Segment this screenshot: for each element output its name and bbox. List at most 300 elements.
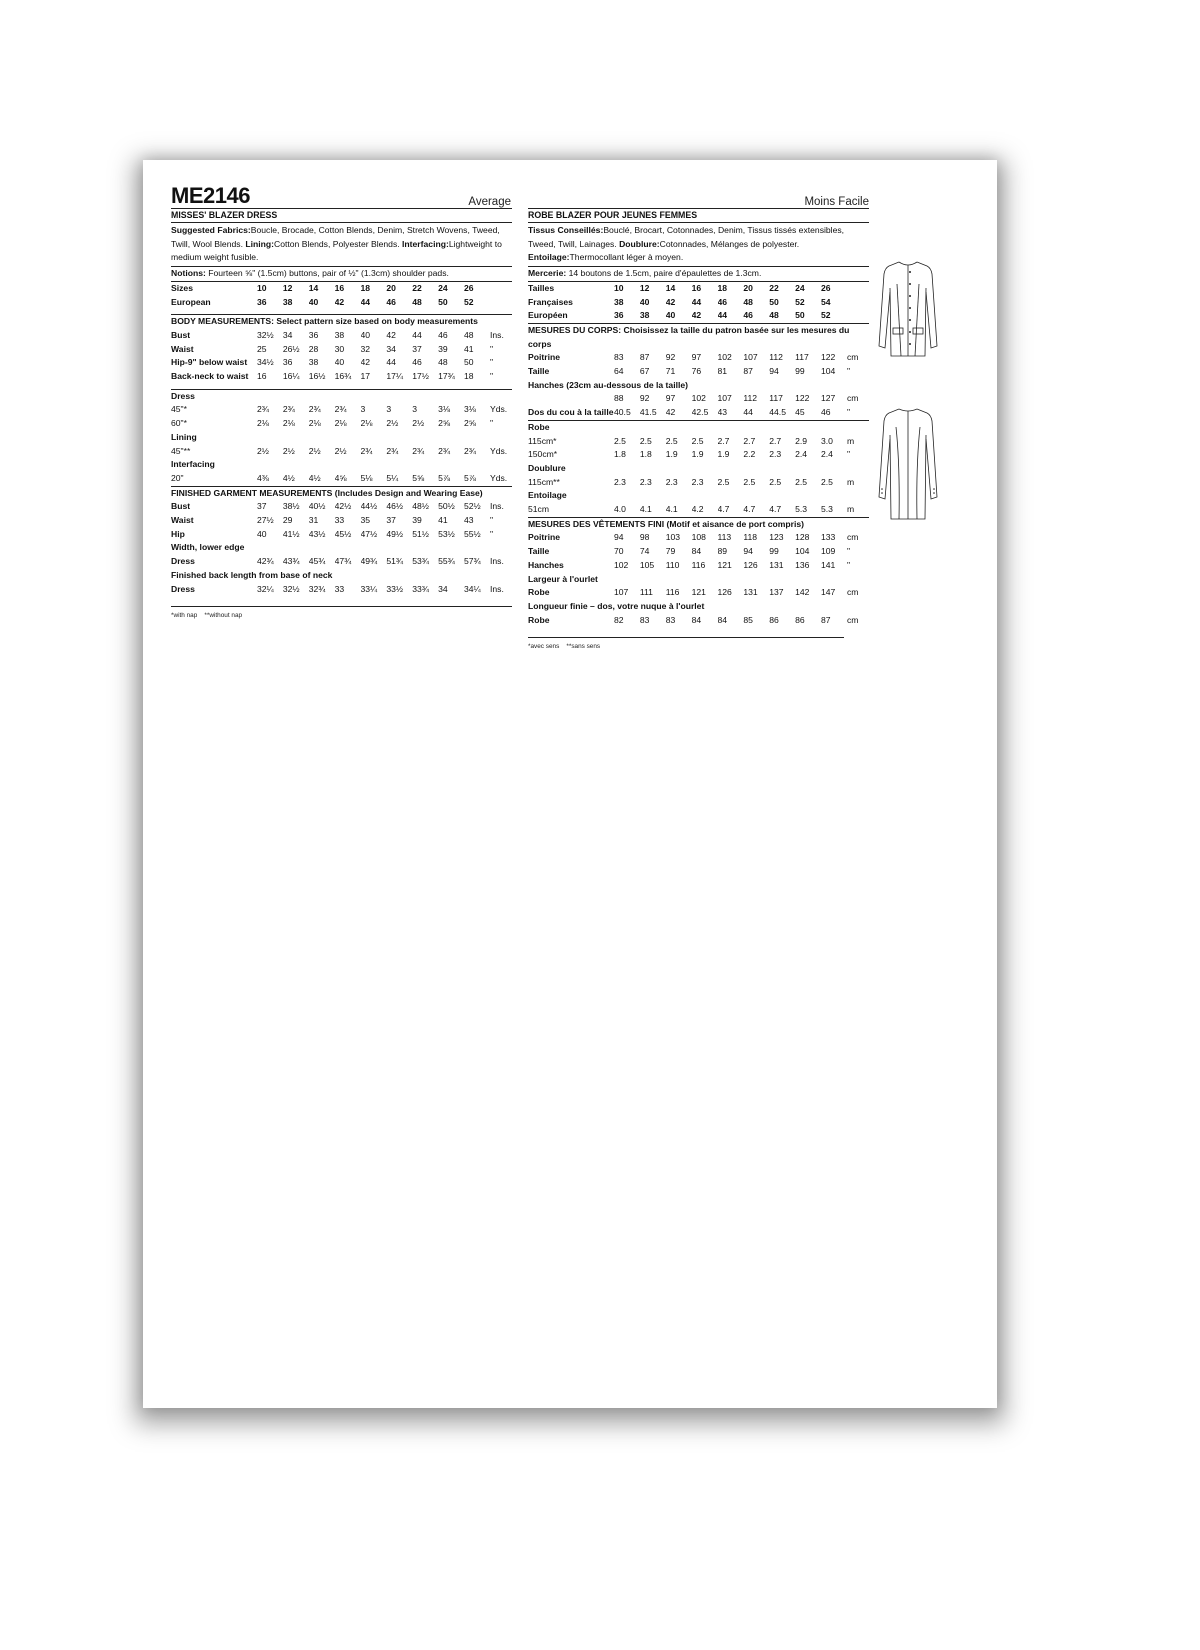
fabrics-text: Boucle, Brocade, Cotton Blends, Denim, Stretch Wovens, Tweed, Twill, Wool Blends. <box>171 225 500 249</box>
value-cell: 2.5 <box>769 476 782 487</box>
lining-text-fr: Cotonnades, Mélanges de polyester. <box>659 238 800 249</box>
value-cell: 5.3 <box>821 504 833 515</box>
sizes-table-fr <box>528 282 869 323</box>
fabrics-label: Suggested Fabrics: <box>171 225 251 235</box>
sizes-table <box>171 282 512 309</box>
value-cell: 116 <box>665 587 680 598</box>
row-label: 45"** <box>171 445 191 456</box>
interfacing-text: Lightweight to medium weight fusible. <box>171 238 502 263</box>
body-measurements-table-row <box>171 329 512 343</box>
value-cell: 83 <box>665 614 676 625</box>
front-view-sketch <box>877 258 939 358</box>
back-length-table-row <box>171 583 512 597</box>
value-cell: 32½ <box>282 583 300 594</box>
value-cell: 43¾ <box>282 556 300 567</box>
value-cell: 102 <box>614 559 629 570</box>
value-cell: 126 <box>717 587 732 598</box>
unit-cell: cm <box>847 587 859 598</box>
value-cell: 104 <box>821 366 836 377</box>
value-cell: 3.0 <box>821 435 833 446</box>
value-cell: 35 <box>360 515 371 526</box>
english-column <box>171 208 512 621</box>
notions-label: Notions: <box>171 268 206 279</box>
value-cell: 111 <box>639 587 653 598</box>
value-cell: 71 <box>665 366 676 377</box>
unit-cell: Ins. <box>490 329 504 340</box>
value-cell: 38½ <box>282 501 300 512</box>
value-cell: 2¾ <box>257 404 269 415</box>
value-cell: 32½ <box>257 329 274 340</box>
value-cell: 34 <box>386 343 396 354</box>
value-cell: 45¾ <box>308 556 326 567</box>
value-cell: 1.8 <box>614 449 626 460</box>
finished-measurements-table-row <box>171 500 512 514</box>
value-cell: 39 <box>438 343 448 354</box>
value-cell: 50½ <box>438 501 455 512</box>
row-label: Dress <box>171 583 195 594</box>
garment-title-fr: ROBE BLAZER POUR JEUNES FEMMES <box>528 210 698 220</box>
value-cell: 2.3 <box>691 476 704 487</box>
value-cell: 2.5 <box>665 435 678 446</box>
value-cell: 112 <box>743 393 758 404</box>
value-cell: 40 <box>665 310 676 321</box>
value-cell: 53¾ <box>412 556 429 567</box>
value-cell: 2.5 <box>614 435 626 446</box>
footnote-fr: *avec sens **sans sens <box>528 643 601 651</box>
pattern-number: ME2146 <box>171 183 250 208</box>
back-length-table-fr <box>528 614 869 628</box>
value-cell: 16½ <box>308 371 326 382</box>
value-cell: 34 <box>282 329 293 340</box>
value-cell: 52½ <box>464 501 481 512</box>
row-label: Françaises <box>528 296 573 307</box>
value-cell: 10 <box>257 282 267 293</box>
value-cell: 2.5 <box>795 476 808 487</box>
lining-label: Lining: <box>245 238 274 249</box>
value-cell: 102 <box>691 393 706 404</box>
value-cell: 26 <box>464 282 474 293</box>
value-cell: 51½ <box>412 528 429 539</box>
dress-yardage-table-fr-row <box>528 435 869 449</box>
value-cell: 2½ <box>412 418 425 429</box>
value-cell: 45½ <box>334 528 352 539</box>
value-cell: 18 <box>464 371 474 382</box>
value-cell: 3 <box>412 404 418 415</box>
finished-measurements-heading-fr: MESURES DES VÊTEMENTS FINI (Motif et aisance de port compris) <box>528 518 804 529</box>
value-cell: 40 <box>308 296 319 307</box>
value-cell: 22 <box>769 282 779 293</box>
unit-cell <box>847 282 869 296</box>
value-cell: 33 <box>334 583 345 594</box>
value-cell: 113 <box>717 532 732 543</box>
value-cell: 18 <box>717 282 728 293</box>
value-cell: 2⅛ <box>334 418 347 429</box>
value-cell: 97 <box>665 393 676 404</box>
value-cell: 48 <box>743 296 753 307</box>
row-label: Waist <box>171 515 194 526</box>
value-cell: 5.3 <box>795 504 808 515</box>
value-cell: 84 <box>717 614 728 625</box>
sizes-table-row <box>171 296 512 310</box>
value-cell: 83 <box>639 614 650 625</box>
value-cell: 38 <box>614 296 624 307</box>
value-cell: 43½ <box>308 528 326 539</box>
value-cell: 64 <box>614 366 624 377</box>
value-cell: 44 <box>743 407 753 418</box>
lining-text: Cotton Blends, Polyester Blends. <box>274 238 400 249</box>
value-cell: 121 <box>691 587 706 598</box>
lining-label-fr: Doublure: <box>619 238 660 249</box>
value-cell: 92 <box>665 352 676 363</box>
value-cell: 2⅛ <box>257 418 269 429</box>
value-cell: 12 <box>282 282 293 293</box>
notions-text-fr: 14 boutons de 1.5cm, paire d'épaulettes de 1.3cm. <box>568 268 762 279</box>
value-cell: 57¾ <box>464 556 481 567</box>
value-cell: 50 <box>438 296 448 307</box>
value-cell: 55½ <box>464 528 481 539</box>
value-cell: 18 <box>360 282 371 293</box>
width-lower-edge-table-fr <box>528 586 869 600</box>
row-label: 60"* <box>171 418 187 429</box>
unit-cell: m <box>847 476 855 487</box>
value-cell: 5¼ <box>386 472 399 483</box>
unit-cell: " <box>847 546 851 557</box>
value-cell: 40½ <box>308 501 326 512</box>
value-cell: 29 <box>282 515 293 526</box>
back-length-heading-fr: Longueur finie – dos, votre nuque à l'ourlet <box>528 600 705 611</box>
value-cell: 127 <box>821 393 836 404</box>
value-cell: 2⅝ <box>438 418 451 429</box>
value-cell: 10 <box>614 282 624 293</box>
value-cell: 2¾ <box>438 445 451 456</box>
value-cell: 102 <box>717 352 732 363</box>
value-cell: 4.1 <box>639 504 652 515</box>
value-cell: 123 <box>769 532 784 543</box>
body-measurements-table <box>171 329 512 384</box>
dress-yardage-table-row <box>171 403 512 417</box>
value-cell: 52 <box>795 296 805 307</box>
value-cell: 32¾ <box>308 583 326 594</box>
value-cell: 20 <box>386 282 396 293</box>
value-cell: 14 <box>308 282 319 293</box>
value-cell: 36 <box>614 310 624 321</box>
back-view-sketch <box>877 405 939 523</box>
value-cell: 42 <box>665 296 676 307</box>
value-cell: 36 <box>257 296 267 307</box>
value-cell: 16 <box>334 282 345 293</box>
unit-cell: " <box>490 371 494 382</box>
sizes-table-fr-row <box>528 282 869 296</box>
unit-cell: m <box>847 435 855 446</box>
finished-measurements-table-row <box>171 514 512 528</box>
value-cell: 86 <box>769 614 779 625</box>
value-cell: 46 <box>386 296 396 307</box>
value-cell: 43 <box>717 407 728 418</box>
value-cell: 107 <box>614 587 629 598</box>
value-cell: 3⅛ <box>464 404 476 415</box>
value-cell: 42 <box>334 296 345 307</box>
value-cell: 42½ <box>334 501 352 512</box>
value-cell: 67 <box>639 366 650 377</box>
notions-label-fr: Mercerie: <box>528 268 567 279</box>
value-cell: 33¾ <box>412 583 429 594</box>
value-cell: 2½ <box>257 445 269 456</box>
value-cell: 42.5 <box>691 407 709 418</box>
value-cell: 2¾ <box>464 445 476 456</box>
value-cell: 117 <box>769 393 783 404</box>
body-measurements-table-fr-row <box>528 351 869 365</box>
value-cell: 2⅛ <box>360 418 373 429</box>
value-cell: 86 <box>795 614 805 625</box>
unit-cell <box>490 282 512 296</box>
value-cell: 46½ <box>386 501 404 512</box>
value-cell: 44 <box>691 296 702 307</box>
value-cell: 2⅛ <box>282 418 295 429</box>
value-cell: 44 <box>386 357 396 368</box>
row-label: 45"* <box>171 404 187 415</box>
finished-measurements-heading: FINISHED GARMENT MEASUREMENTS (Includes Design and Wearing Ease) <box>171 487 483 498</box>
interfacing-yardage-table <box>171 472 512 486</box>
width-lower-edge-table-fr-row <box>528 586 869 600</box>
value-cell: 112 <box>769 352 783 363</box>
value-cell: 33 <box>334 515 345 526</box>
row-label: 115cm* <box>528 435 557 446</box>
value-cell: 3 <box>386 404 392 415</box>
interfacing-yardage-heading: Interfacing <box>171 459 215 470</box>
unit-cell: " <box>490 515 494 526</box>
value-cell: 49½ <box>386 528 404 539</box>
value-cell: 41 <box>438 515 448 526</box>
value-cell: 137 <box>769 587 784 598</box>
interfacing-text-fr: Thermocollant léger à moyen. <box>569 252 684 263</box>
width-lower-edge-heading: Width, lower edge <box>171 542 245 553</box>
value-cell: 1.9 <box>717 449 730 460</box>
interfacing-label-fr: Entoilage: <box>528 252 570 263</box>
value-cell: 2.3 <box>614 476 626 487</box>
value-cell: 104 <box>795 546 810 557</box>
row-label: Dress <box>171 556 195 567</box>
back-length-table-fr-row <box>528 614 869 628</box>
value-cell: 83 <box>614 352 624 363</box>
value-cell: 48 <box>769 310 779 321</box>
unit-cell: " <box>490 418 494 429</box>
value-cell: 105 <box>639 559 655 570</box>
row-label: Tailles <box>528 282 555 293</box>
unit-cell: Ins. <box>490 583 504 594</box>
value-cell: 41.5 <box>639 407 657 418</box>
value-cell: 12 <box>639 282 650 293</box>
value-cell: 2½ <box>282 445 295 456</box>
unit-cell: Yds. <box>490 472 508 483</box>
value-cell: 2.5 <box>821 476 833 487</box>
value-cell: 1.8 <box>639 449 652 460</box>
dress-yardage-heading-fr: Robe <box>528 421 550 432</box>
value-cell: 94 <box>769 366 779 377</box>
value-cell: 17¾ <box>438 371 455 382</box>
value-cell: 44 <box>360 296 371 307</box>
garment-title: MISSES' BLAZER DRESS <box>171 210 278 220</box>
unit-cell <box>847 296 869 310</box>
value-cell: 20 <box>743 282 753 293</box>
interfacing-yardage-heading-fr: Entoilage <box>528 490 567 501</box>
fabrics-paragraph-fr <box>528 223 869 266</box>
value-cell: 85 <box>743 614 753 625</box>
value-cell: 2¾ <box>412 445 425 456</box>
fabrics-label-fr: Tissus Conseillés: <box>528 225 604 235</box>
value-cell: 53½ <box>438 528 455 539</box>
value-cell: 2.5 <box>717 476 730 487</box>
dress-yardage-table-fr-row <box>528 448 869 462</box>
value-cell: 133 <box>821 532 836 543</box>
finished-measurements-table-fr-row <box>528 545 869 559</box>
value-cell: 17 <box>360 371 371 382</box>
hip-table-fr-row <box>528 406 869 420</box>
value-cell: 24 <box>795 282 805 293</box>
unit-cell: Yds. <box>490 404 508 415</box>
value-cell: 4.2 <box>691 504 704 515</box>
value-cell: 40 <box>257 528 267 539</box>
value-cell: 25 <box>257 343 267 354</box>
hip-table-fr <box>528 392 869 419</box>
unit-cell: m <box>847 504 855 515</box>
value-cell: 141 <box>821 559 836 570</box>
value-cell: 49¾ <box>360 556 378 567</box>
sizes-table-fr-row <box>528 309 869 323</box>
value-cell: 46 <box>821 407 831 418</box>
value-cell: 36 <box>282 357 293 368</box>
value-cell: 44 <box>717 310 728 321</box>
row-label: Taille <box>528 366 550 377</box>
notions-line <box>171 267 512 281</box>
lining-yardage-table-fr-row <box>528 476 869 490</box>
value-cell: 118 <box>743 532 758 543</box>
value-cell: 54 <box>821 296 831 307</box>
value-cell: 98 <box>639 532 650 543</box>
value-cell: 2.4 <box>795 449 808 460</box>
value-cell: 26½ <box>282 343 300 354</box>
row-label: 20" <box>171 472 184 483</box>
value-cell: 99 <box>769 546 779 557</box>
value-cell: 108 <box>691 532 706 543</box>
lining-yardage-table-row <box>171 445 512 459</box>
value-cell: 42 <box>665 407 676 418</box>
row-label: Hip-9" below waist <box>171 357 248 368</box>
value-cell: 38 <box>282 296 293 307</box>
unit-cell: cm <box>847 352 859 363</box>
unit-cell: Yds. <box>490 445 508 456</box>
unit-cell: " <box>847 366 851 377</box>
body-measurements-heading-fr: MESURES DU CORPS: Choisissez la taille du patron basée sur les mesures du corps <box>528 324 850 349</box>
fabrics-text-fr: Bouclé, Brocart, Cotonnades, Denim, Tissus tissés extensibles, Tweed, Twill, Lainages. <box>528 225 845 249</box>
lining-yardage-table <box>171 445 512 459</box>
unit-cell: " <box>490 357 494 368</box>
value-cell: 2.2 <box>743 449 756 460</box>
value-cell: 76 <box>691 366 702 377</box>
value-cell: 4⅜ <box>257 472 269 483</box>
value-cell: 2½ <box>334 445 347 456</box>
unit-cell: " <box>847 559 851 570</box>
value-cell: 55¾ <box>438 556 455 567</box>
body-measurements-heading: BODY MEASUREMENTS: Select pattern size based on body measurements <box>171 316 478 327</box>
value-cell: 2¾ <box>334 404 347 415</box>
value-cell: 46 <box>717 296 728 307</box>
value-cell: 46 <box>412 357 422 368</box>
dress-yardage-heading: Dress <box>171 390 195 401</box>
value-cell: 32¼ <box>257 583 274 594</box>
row-label: Bust <box>171 329 191 340</box>
unit-cell: Ins. <box>490 556 504 567</box>
value-cell: 94 <box>743 546 753 557</box>
value-cell: 38 <box>639 310 650 321</box>
value-cell: 2.3 <box>769 449 782 460</box>
value-cell: 50 <box>795 310 805 321</box>
row-label: Poitrine <box>528 352 560 363</box>
value-cell: 107 <box>717 393 732 404</box>
value-cell: 5⅛ <box>360 472 373 483</box>
unit-cell: Ins. <box>490 501 504 512</box>
difficulty-level-en: Average <box>468 196 511 208</box>
value-cell: 50 <box>769 296 779 307</box>
value-cell: 87 <box>821 614 831 625</box>
value-cell: 40.5 <box>614 407 631 418</box>
value-cell: 128 <box>795 532 810 543</box>
value-cell: 4.7 <box>717 504 730 515</box>
dress-yardage-table <box>171 403 512 430</box>
lining-yardage-table-fr <box>528 476 869 490</box>
value-cell: 36 <box>308 329 319 340</box>
value-cell: 39 <box>412 515 422 526</box>
unit-cell: cm <box>847 532 859 543</box>
dress-yardage-table-row <box>171 417 512 431</box>
value-cell: 131 <box>769 559 784 570</box>
value-cell: 32 <box>360 343 371 354</box>
value-cell: 97 <box>691 352 702 363</box>
unit-cell: cm <box>847 614 859 625</box>
unit-cell: " <box>847 449 851 460</box>
value-cell: 38 <box>334 329 345 340</box>
value-cell: 34 <box>438 583 448 594</box>
value-cell: 88 <box>614 393 624 404</box>
notions-text: Fourteen ⅝" (1.5cm) buttons, pair of ½" (1.3cm) shoulder pads. <box>208 268 449 279</box>
value-cell: 4⅝ <box>334 472 347 483</box>
value-cell: 81 <box>717 366 728 377</box>
value-cell: 30 <box>334 343 345 354</box>
value-cell: 103 <box>665 532 681 543</box>
value-cell: 2⅛ <box>308 418 321 429</box>
value-cell: 122 <box>821 352 836 363</box>
row-label: Européen <box>528 310 568 321</box>
value-cell: 2.3 <box>639 476 652 487</box>
value-cell: 2½ <box>386 418 399 429</box>
row-label: Dos du cou à la taille <box>528 407 614 418</box>
value-cell: 2.7 <box>743 435 756 446</box>
value-cell: 70 <box>614 546 624 557</box>
value-cell: 16 <box>257 371 267 382</box>
value-cell: 2⅝ <box>464 418 476 429</box>
value-cell: 52 <box>821 310 831 321</box>
value-cell: 5⅝ <box>412 472 425 483</box>
unit-cell: " <box>490 343 494 354</box>
finished-measurements-table-row <box>171 528 512 542</box>
value-cell: 44.5 <box>769 407 786 418</box>
value-cell: 136 <box>795 559 810 570</box>
value-cell: 4½ <box>308 472 321 483</box>
value-cell: 42 <box>691 310 702 321</box>
row-label: Sizes <box>171 282 193 293</box>
sizes-table-fr-row <box>528 296 869 310</box>
value-cell: 50 <box>464 357 474 368</box>
value-cell: 126 <box>743 559 758 570</box>
